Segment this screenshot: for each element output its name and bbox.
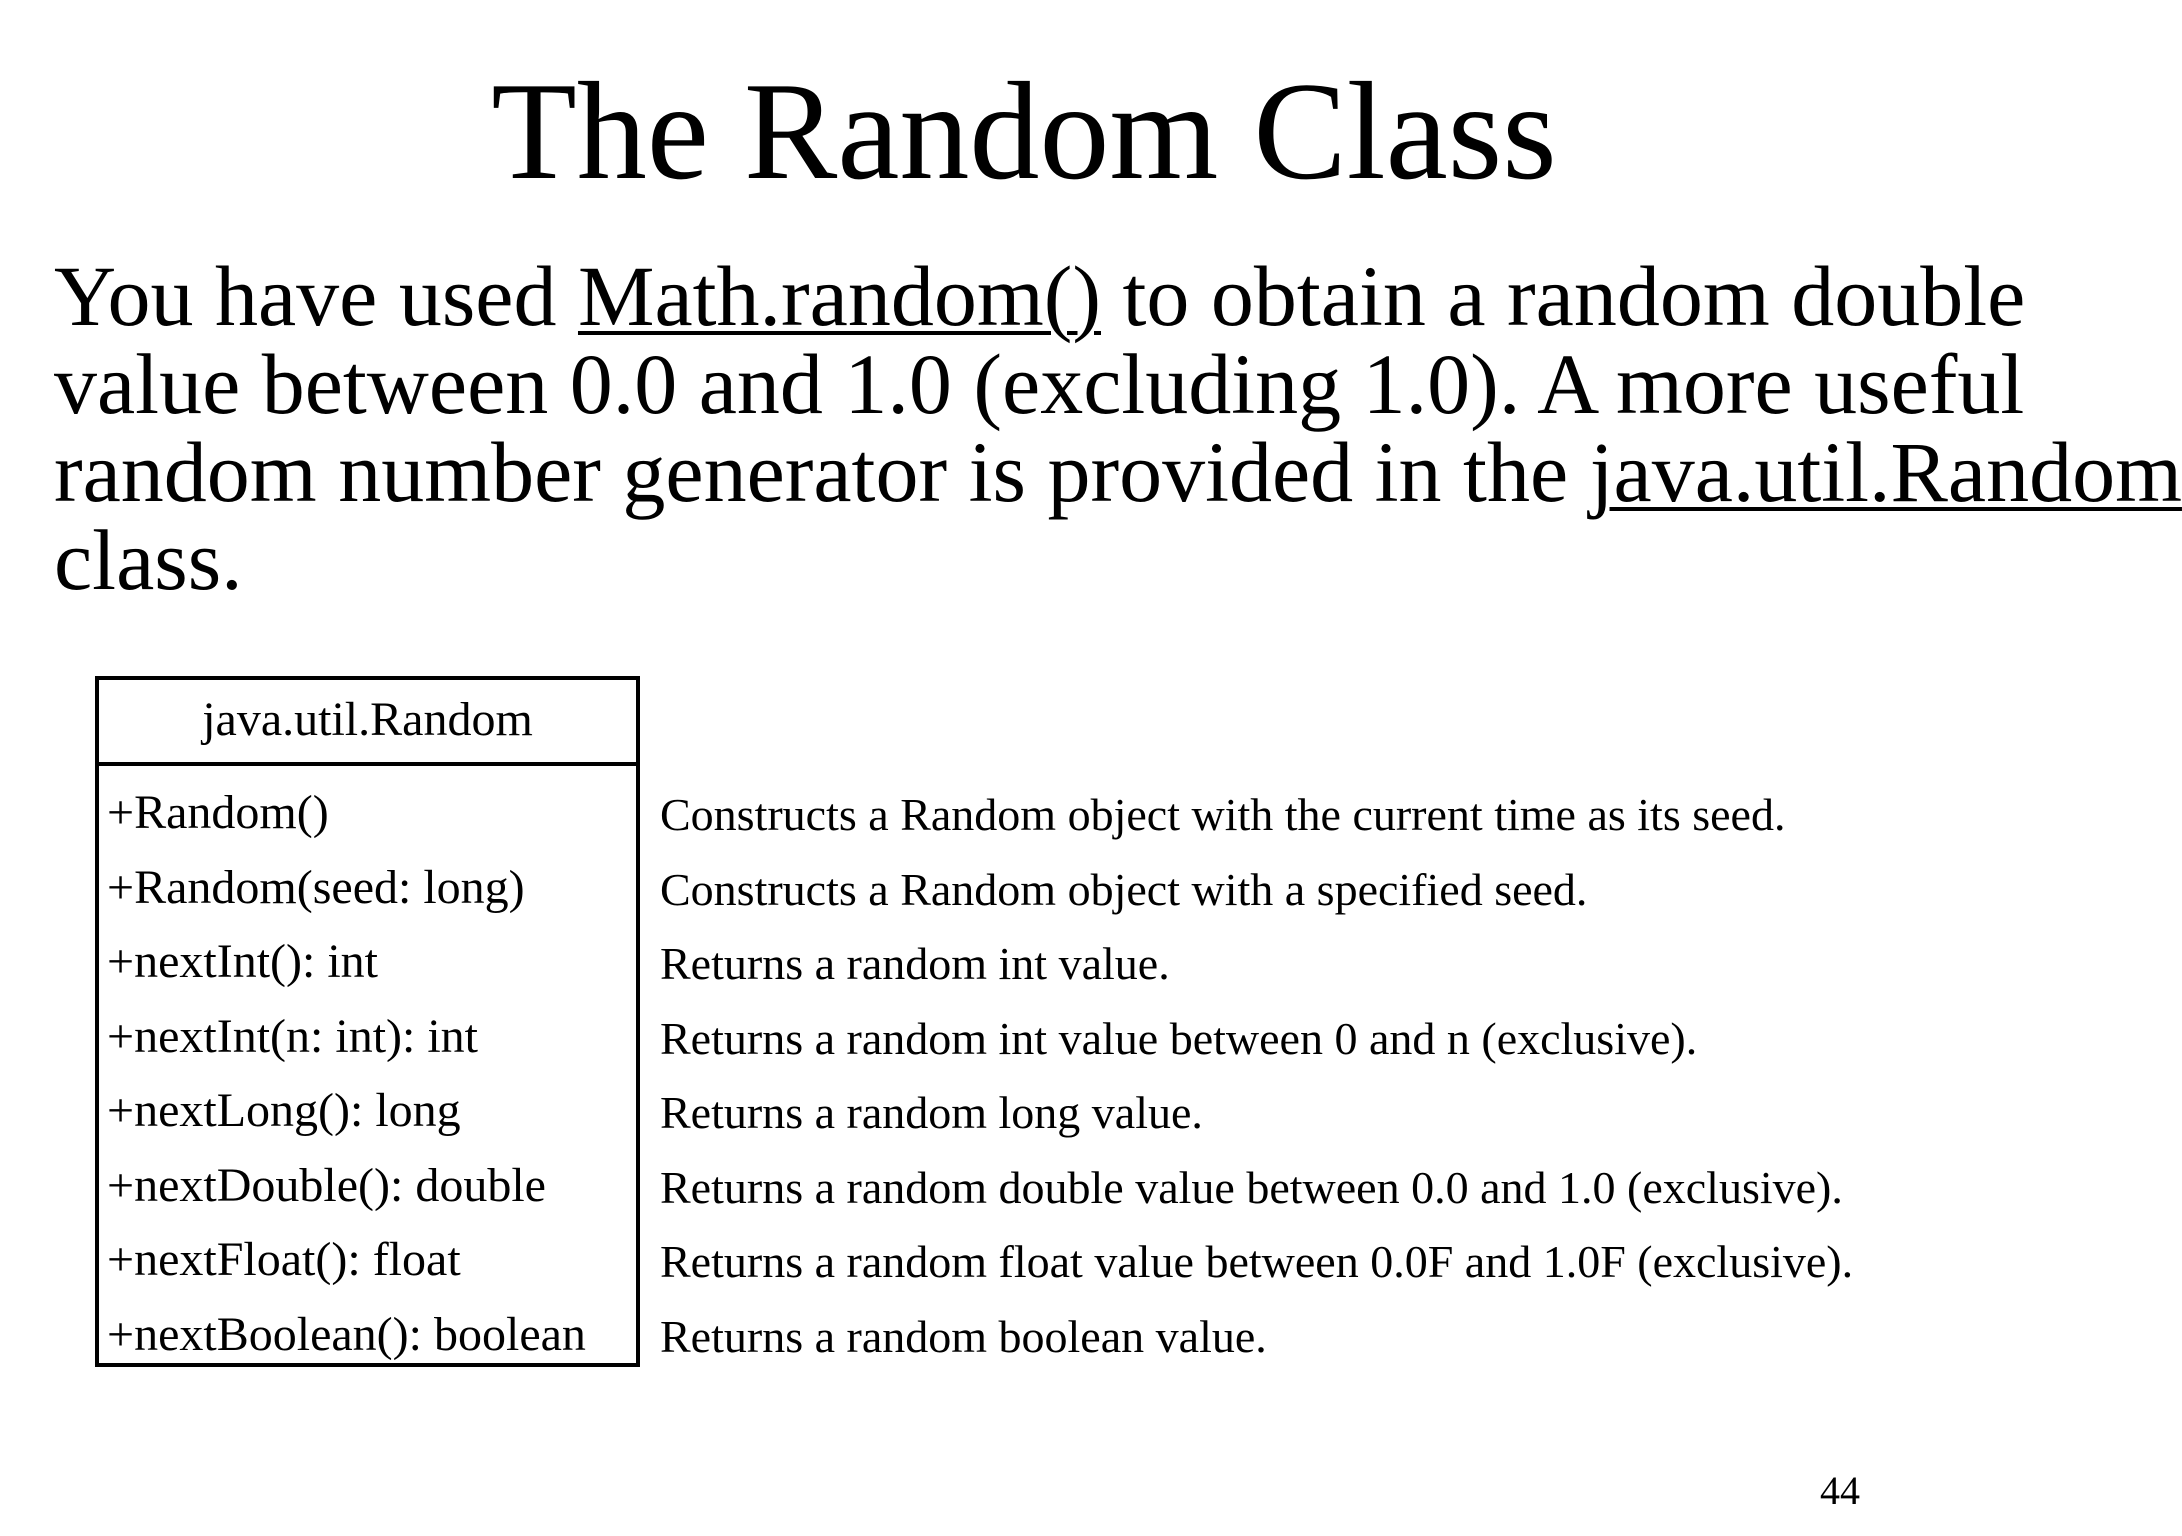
uml-method: +Random()	[107, 786, 329, 839]
method-description: Returns a random boolean value.	[660, 1310, 1267, 1362]
uml-method: +Random(seed: long)	[107, 860, 525, 914]
intro-paragraph	[54, 248, 2182, 608]
intro-line-4: class.	[54, 512, 243, 608]
method-description: Returns a random int value between 0 and n (exclusive).	[660, 1012, 1698, 1064]
intro-line-1-post: to obtain a random double	[1101, 248, 2026, 344]
page-number: 44	[1820, 1468, 1860, 1513]
uml-class-name: java.util.Random	[99, 680, 636, 766]
method-description: Returns a random long value.	[660, 1087, 1203, 1138]
uml-method: +nextBoolean(): boolean	[107, 1307, 586, 1361]
uml-method: +nextInt(n: int): int	[107, 1009, 479, 1063]
uml-class-box	[95, 676, 640, 1367]
intro-line-3	[54, 424, 2182, 520]
intro-line-2: value between 0.0 and 1.0 (excluding 1.0). A more useful	[54, 336, 2025, 432]
method-descriptions	[660, 778, 2030, 1374]
uml-method: +nextDouble(): double	[107, 1158, 546, 1212]
intro-line-3-pre: random number generator is provided in the	[54, 424, 1590, 520]
method-description: Returns a random double value between 0.0 and 1.0 (exclusive).	[660, 1161, 1843, 1213]
intro-line-1	[54, 248, 2034, 344]
math-random-reference: Math.random()	[577, 248, 1101, 344]
java-util-random-reference: java.util.Random	[1589, 424, 2182, 520]
uml-method-list	[99, 766, 636, 1372]
method-description: Returns a random float value between 0.0F and 1.0F (exclusive).	[660, 1236, 1854, 1287]
intro-line-1-pre: You have used	[54, 248, 578, 344]
method-description: Returns a random int value.	[660, 938, 1170, 989]
method-description: Constructs a Random object with a specified seed.	[660, 863, 1588, 915]
uml-method: +nextLong(): long	[107, 1084, 461, 1137]
method-description: Constructs a Random object with the current time as its seed.	[660, 789, 1786, 840]
slide-title: The Random Class	[491, 54, 1557, 209]
uml-method: +nextFloat(): float	[107, 1233, 461, 1286]
uml-method: +nextInt(): int	[107, 935, 379, 988]
